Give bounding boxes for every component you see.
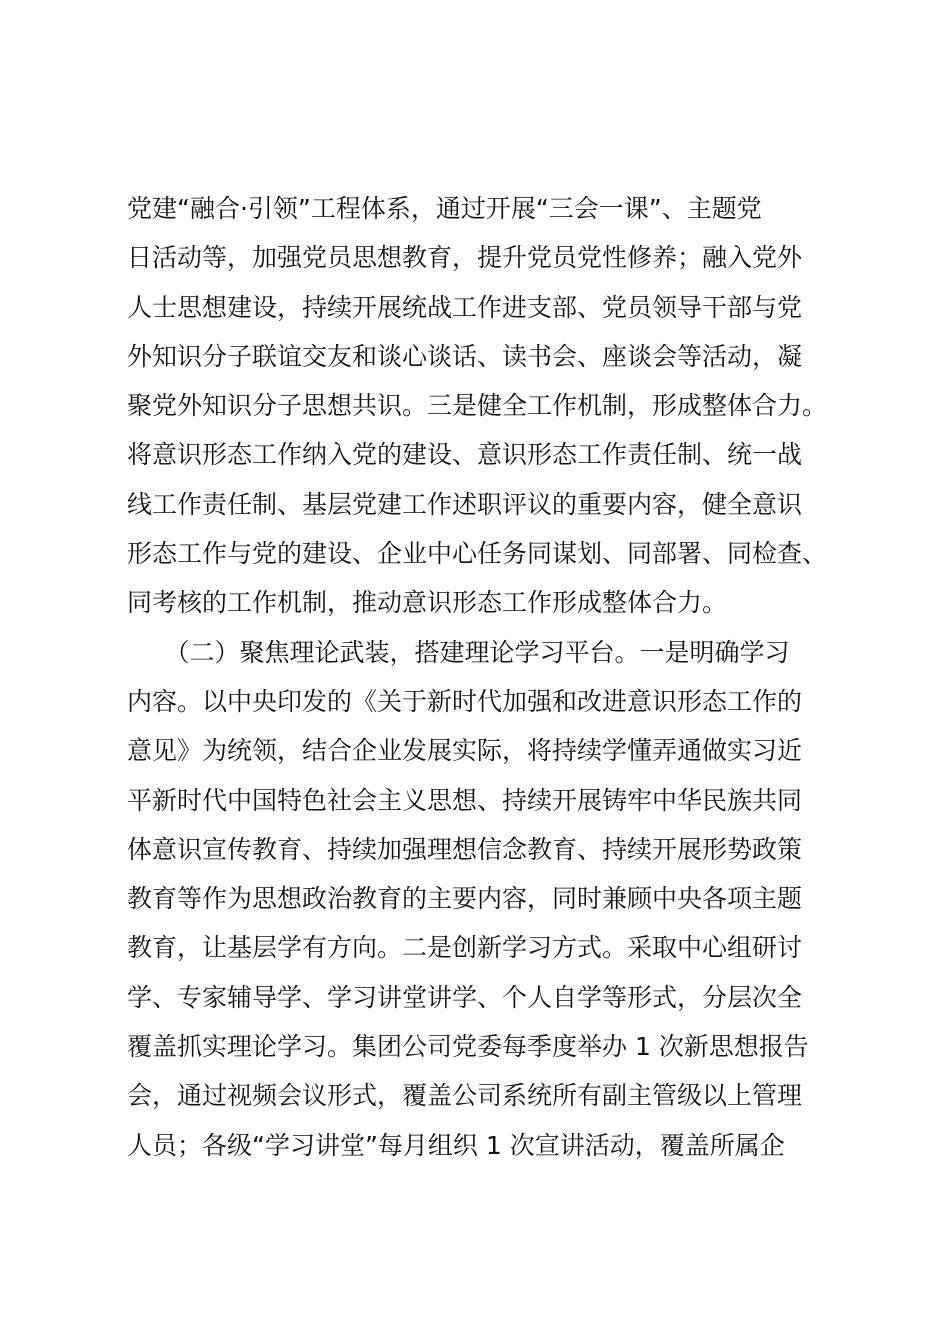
text-line: 会，通过视频会议形式，覆盖公司系统所有副主管级以上管理 — [127, 1081, 803, 1111]
text-line: 平新时代中国特色社会主义思想、持续开展铸牢中华民族共同 — [127, 785, 803, 815]
body-text — [127, 184, 847, 1170]
text-line: 人员；各级“学习讲堂”每月组织 1 次宣讲活动，覆盖所属企 — [127, 1130, 785, 1160]
text-line: 体意识宣传教育、持续加强理想信念教育、持续开展形势政策 — [127, 834, 803, 864]
text-line: 意见》为统领，结合企业发展实际，将持续学懂弄通做实习近 — [127, 736, 803, 766]
text-line: 学、专家辅导学、学习讲堂讲学、个人自学等形式，分层次全 — [127, 982, 803, 1012]
text-line: 形态工作与党的建设、企业中心任务同谋划、同部署、同检查、 — [127, 539, 828, 569]
text-line: （二）聚焦理论武装，搭建理论学习平台。一是明确学习 — [127, 637, 790, 667]
text-line: 聚党外知识分子思想共识。三是健全工作机制，形成整体合力。 — [127, 391, 828, 421]
text-line: 外知识分子联谊交友和谈心谈话、读书会、座谈会等活动，凝 — [127, 341, 803, 371]
text-line: 日活动等，加强党员思想教育，提升党员党性修养；融入党外 — [127, 243, 803, 273]
text-line: 将意识形态工作纳入党的建设、意识形态工作责任制、统一战 — [127, 440, 803, 470]
text-line: 党建“融合·引领”工程体系，通过开展“三会一课”、主题党 — [127, 194, 762, 223]
text-line: 覆盖抓实理论学习。集团公司党委每季度举办 1 次新思想报告 — [127, 1032, 809, 1062]
text-line: 人士思想建设，持续开展统战工作进支部、党员领导干部与党 — [127, 292, 803, 322]
text-line: 内容。以中央印发的《关于新时代加强和改进意识形态工作的 — [127, 686, 803, 716]
text-line: 线工作责任制、基层党建工作述职评议的重要内容，健全意识 — [127, 489, 803, 519]
text-line: 教育，让基层学有方向。二是创新学习方式。采取中心组研讨 — [127, 933, 803, 963]
text-line: 同考核的工作机制，推动意识形态工作形成整体合力。 — [127, 588, 728, 618]
text-line: 教育等作为思想政治教育的主要内容，同时兼顾中央各项主题 — [127, 884, 803, 914]
